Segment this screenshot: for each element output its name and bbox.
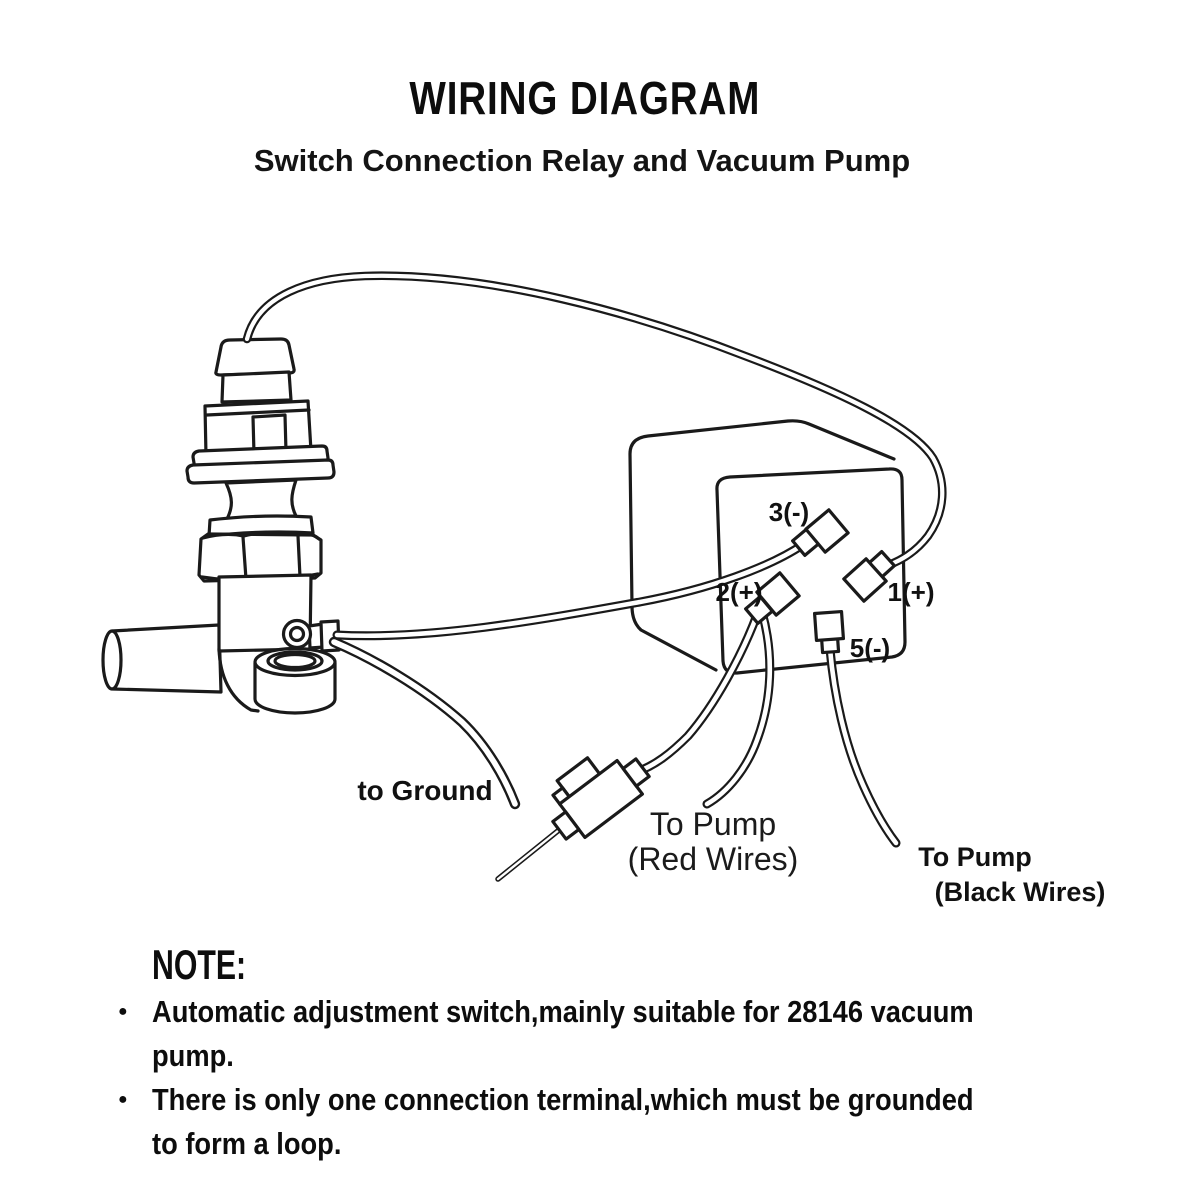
page-title: WIRING DIAGRAM: [409, 72, 761, 124]
note-item-1: [118, 990, 1138, 1078]
terminal-3-label: 3(-): [768, 497, 810, 527]
switch-collar-lower: [187, 460, 334, 483]
note-item-2: [118, 1078, 1138, 1166]
wire-terminal-5-to-pump-black: [830, 649, 896, 843]
switch-taper-stem: [226, 480, 296, 519]
pump-black-label-line2: (Black Wires): [934, 877, 1106, 907]
bullet-icon: ●: [118, 1091, 128, 1108]
ground-label: to Ground: [357, 775, 493, 806]
switch-neck: [222, 372, 291, 402]
note-heading: NOTE:: [152, 941, 247, 988]
vacuum-switch: [103, 339, 339, 713]
pump-red-label-line1: To Pump: [649, 806, 777, 842]
switch-pipe-opening: [103, 631, 121, 689]
note-line: pump.: [152, 1038, 234, 1073]
note-list: [118, 990, 1138, 1166]
switch-pipe: [112, 625, 221, 692]
note-item-1-text: [152, 990, 974, 1078]
ring-terminal-hole: [291, 628, 304, 641]
terminal-1-label: 1(+): [887, 577, 935, 607]
note-line: to form a loop.: [152, 1126, 342, 1161]
pump-black-label-line1: To Pump: [918, 842, 1032, 872]
terminal-2-label: 2(+): [715, 577, 763, 607]
switch-cap: [216, 339, 294, 375]
switch-lower-contour: [219, 649, 258, 711]
inline-connector: [535, 735, 655, 847]
hex-nut-facet-right: [298, 536, 300, 577]
wire-connector-thin-lead: [498, 830, 559, 879]
note-item-2-text: [152, 1078, 974, 1166]
terminal-5-label: 5(-): [849, 633, 891, 663]
note-line: There is only one connection terminal,which must be grounded: [152, 1082, 974, 1117]
note-line: Automatic adjustment switch,mainly suitable for 28146 vacuum: [152, 994, 974, 1029]
bullet-icon: ●: [118, 1003, 128, 1020]
pump-red-label-line2: (Red Wires): [627, 841, 799, 877]
page-subtitle: Switch Connection Relay and Vacuum Pump: [253, 143, 911, 178]
